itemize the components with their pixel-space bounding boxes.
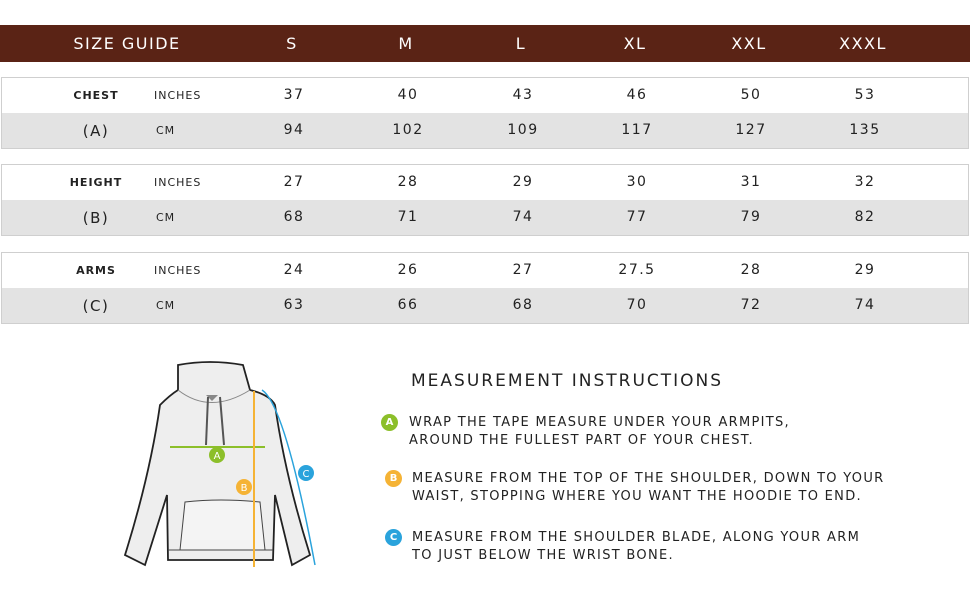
badge-b-icon: B	[385, 470, 402, 487]
inches-row	[2, 253, 968, 288]
cm-value: 79	[740, 209, 762, 225]
instruction-line-1: MEASURE FROM THE SHOULDER BLADE, ALONG YOUR ARM	[412, 530, 861, 545]
inches-value: 29	[854, 262, 876, 278]
inches-value: 43	[512, 87, 534, 103]
unit-inches: INCHES	[154, 89, 202, 102]
size-l: L	[515, 34, 527, 53]
size-xl: XL	[623, 34, 647, 53]
unit-cm: CM	[156, 299, 176, 312]
inches-value: 27.5	[618, 262, 656, 278]
inches-value: 28	[397, 174, 419, 190]
cm-value: 82	[854, 209, 876, 225]
measurement-block-height	[1, 164, 969, 236]
inches-value: 27	[512, 262, 534, 278]
instruction-item	[412, 470, 884, 506]
instruction-line-2: TO JUST BELOW THE WRIST BONE.	[412, 548, 674, 563]
cm-value: 127	[735, 122, 767, 138]
size-guide-header	[0, 25, 970, 62]
measurement-label: CHEST	[73, 89, 119, 102]
unit-cm: CM	[156, 211, 176, 224]
inches-value: 37	[283, 87, 305, 103]
cm-value: 117	[621, 122, 653, 138]
inches-value: 46	[626, 87, 648, 103]
cm-value: 63	[283, 297, 305, 313]
instruction-line-1: WRAP THE TAPE MEASURE UNDER YOUR ARMPITS,	[409, 415, 790, 430]
inches-value: 29	[512, 174, 534, 190]
cm-value: 102	[392, 122, 424, 138]
measurement-code: (A)	[82, 122, 110, 140]
svg-text:C: C	[302, 469, 310, 480]
measurement-code: (C)	[82, 297, 110, 315]
inches-value: 28	[740, 262, 762, 278]
instruction-item	[409, 414, 790, 450]
cm-row	[2, 288, 968, 323]
header-title: SIZE GUIDE	[73, 34, 181, 53]
instruction-line-2: AROUND THE FULLEST PART OF YOUR CHEST.	[409, 433, 754, 448]
unit-inches: INCHES	[154, 264, 202, 277]
svg-text:A: A	[213, 451, 221, 462]
cm-value: 70	[626, 297, 648, 313]
cm-value: 68	[512, 297, 534, 313]
cm-value: 68	[283, 209, 305, 225]
cm-row	[2, 113, 968, 148]
hoodie-diagram	[110, 355, 330, 575]
unit-cm: CM	[156, 124, 176, 137]
inches-value: 24	[283, 262, 305, 278]
inches-row	[2, 165, 968, 200]
measurement-code: (B)	[82, 209, 110, 227]
badge-a-icon: A	[381, 414, 398, 431]
inches-value: 53	[854, 87, 876, 103]
cm-value: 94	[283, 122, 305, 138]
measurement-block-arms	[1, 252, 969, 324]
cm-row	[2, 200, 968, 235]
inches-value: 31	[740, 174, 762, 190]
unit-inches: INCHES	[154, 176, 202, 189]
cm-value: 109	[507, 122, 539, 138]
inches-value: 30	[626, 174, 648, 190]
instruction-item	[412, 529, 860, 565]
inches-value: 32	[854, 174, 876, 190]
inches-value: 27	[283, 174, 305, 190]
cm-value: 77	[626, 209, 648, 225]
size-xxl: XXL	[731, 34, 767, 53]
size-s: S	[286, 34, 298, 53]
measurement-label: ARMS	[76, 264, 116, 277]
measurement-label: HEIGHT	[69, 176, 123, 189]
size-xxxl: XXXL	[839, 34, 887, 53]
instruction-line-2: WAIST, STOPPING WHERE YOU WANT THE HOODIE TO END.	[412, 489, 862, 504]
measurement-block-chest	[1, 77, 969, 149]
cm-value: 72	[740, 297, 762, 313]
cm-value: 74	[854, 297, 876, 313]
inches-value: 50	[740, 87, 762, 103]
inches-row	[2, 78, 968, 113]
cm-value: 135	[849, 122, 881, 138]
cm-value: 74	[512, 209, 534, 225]
size-m: M	[398, 34, 414, 53]
svg-text:B: B	[240, 483, 248, 494]
cm-value: 66	[397, 297, 419, 313]
cm-value: 71	[397, 209, 419, 225]
inches-value: 40	[397, 87, 419, 103]
inches-value: 26	[397, 262, 419, 278]
instructions-title: MEASUREMENT INSTRUCTIONS	[411, 371, 724, 391]
badge-c-icon: C	[385, 529, 402, 546]
instruction-line-1: MEASURE FROM THE TOP OF THE SHOULDER, DOWN TO YOUR	[412, 471, 885, 486]
